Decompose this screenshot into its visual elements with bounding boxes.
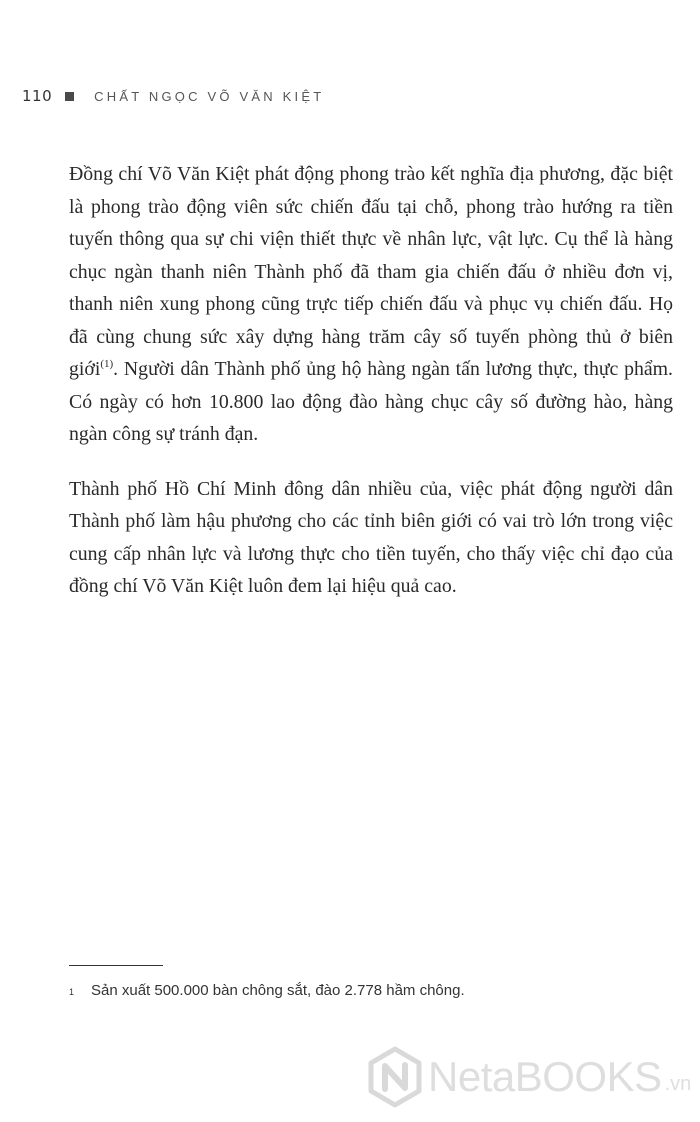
footnote <box>69 982 669 999</box>
watermark-suffix: .vn <box>664 1072 692 1095</box>
book-title: CHẤT NGỌC VÕ VĂN KIỆT <box>94 88 325 104</box>
running-head <box>22 86 324 106</box>
page-number: 110 <box>22 87 53 105</box>
paragraph-1-text-a: Đồng chí Võ Văn Kiệt phát động phong trào kết nghĩa địa phương, đặc biệt là phong trào động viên sức chiến đấu tại chỗ, phong trào hướng ra tiền tuyến thông qua sự chi viện thiết thực về nhân lực, vật lực. Cụ thể là hàng chục ngàn thanh niên Thành phố đã tham gia chiến đấu ở nhiều đơn vị, thanh niên xung phong cũng trực tiếp chiến đấu và phục vụ chiến đấu. Họ đã cùng chung sức xây dựng hàng trăm cây số tuyến phòng thủ ở biên giới <box>69 163 673 380</box>
footnote-divider <box>69 965 163 966</box>
footnote-mark: 1 <box>69 987 75 997</box>
hexagon-n-icon <box>364 1046 426 1108</box>
body-text <box>69 158 673 625</box>
paragraph-1 <box>69 158 673 451</box>
square-bullet-icon <box>65 92 74 101</box>
footnote-reference: (1) <box>100 358 114 370</box>
paragraph-1-text-b: . Người dân Thành phố ủng hộ hàng ngàn tấn lương thực, thực phẩm. Có ngày có hơn 10.800 lao động đào hàng chục cây số đường hào, hàng ngàn công sự tránh đạn. <box>69 358 673 445</box>
watermark-brand: NetaBOOKS <box>428 1053 662 1100</box>
watermark <box>364 1046 691 1108</box>
paragraph-2: Thành phố Hồ Chí Minh đông dân nhiều của, việc phát động người dân Thành phố làm hậu phương cho các tỉnh biên giới có vai trò lớn trong việc cung cấp nhân lực và lương thực cho tiền tuyến, cho thấy việc chỉ đạo của đồng chí Võ Văn Kiệt luôn đem lại hiệu quả cao. <box>69 477 673 597</box>
footnote-text: Sản xuất 500.000 bàn chông sắt, đào 2.778 hầm chông. <box>91 982 465 999</box>
